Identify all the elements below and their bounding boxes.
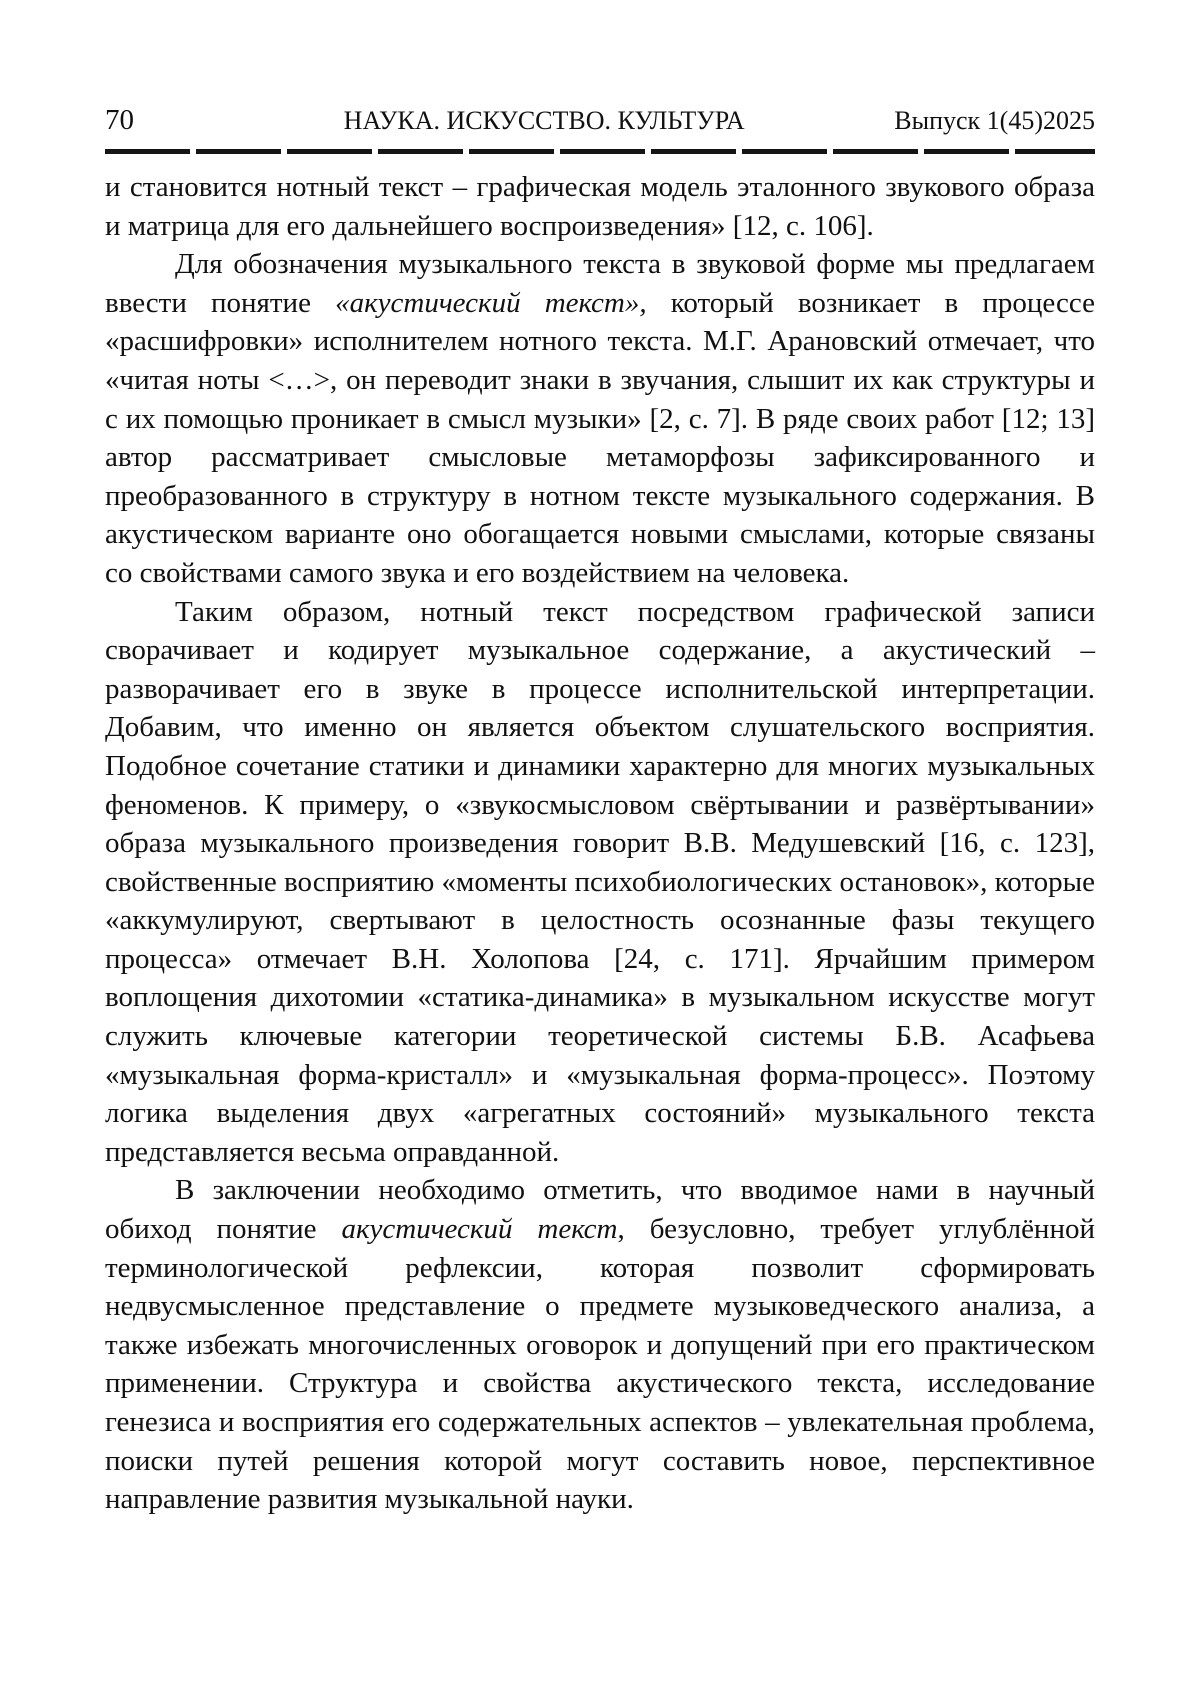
running-header xyxy=(105,104,1095,137)
header-divider-rule xyxy=(105,149,1095,154)
paragraph-run: В заключении необходимо отметить, что вводимое нами в научный обиход понятие xyxy=(105,1174,1095,1246)
body-paragraph xyxy=(105,1171,1095,1518)
paragraph-run: и становится нотный текст – графическая модель эталонного звукового образа и матрица для его дальнейшего воспроизведения» [12, с. 106]. xyxy=(105,171,1095,242)
page-number: 70 xyxy=(105,104,134,136)
paragraph-run: который возникает в процессе «расшифровки» исполнителем нотного текста. М.Г. Арановский отмечает, что «читая ноты <…>, он переводит знаки в звучания, слышит их как структуры и с их помощью проникает в смысл музыки» [2, с. 7]. В ряде своих работ [12; 13] автор рассматривает смысловые метаморфозы зафиксированного и преобразованного в структуру в нотном тексте музыкального содержания. В акустическом варианте оно обогащается новыми смыслами, которые связаны со свойствами самого звука и его воздействием на человека. xyxy=(105,286,1095,589)
emphasized-term: «акустический текст», xyxy=(335,286,647,319)
article-text xyxy=(105,168,1095,1519)
body-paragraph xyxy=(105,168,1095,245)
paragraph-run: Для обозначения музыкального текста в звуковой форме мы предлагаем ввести понятие xyxy=(105,248,1095,319)
body-paragraph xyxy=(105,593,1095,1172)
body-paragraph xyxy=(105,245,1095,592)
paragraph-run: Таким образом, нотный текст посредством графической записи сворачивает и кодирует музыкальное содержание, а акустический – разворачивает его в звуке в процессе исполнительской интерпретации. Добавим, что именно он является объектом слушательского восприятия. Подобное сочетание статики и динамики характерно для многих музыкальных феноменов. К примеру, о «звукосмысловом свёртывании и развёртывании» образа музыкального произведения говорит В.В. Медушевский [16, с. 123], свойственные восприятию «моменты психобиологических остановок», которые «аккумулируют, свертывают в целостность осознанные фазы текущего процесса» отмечает В.Н. Холопова [24, с. 171]. Ярчайшим примером воплощения дихотомии «статика-динамика» в музыкальном искусстве могут служить ключевые категории теоретической системы Б.В. Асафьева «музыкальная форма-кристалл» и «музыкальная форма-процесс». Поэтому логика выделения двух «агрегатных состояний» музыкального текста представляется весьма оправданной. xyxy=(105,595,1095,1168)
issue-label: Выпуск 1(45)2025 xyxy=(894,106,1095,135)
page-content xyxy=(105,0,1095,1519)
emphasized-term: акустический текст xyxy=(341,1213,618,1246)
journal-title: НАУКА. ИСКУССТВО. КУЛЬТУРА xyxy=(343,106,745,135)
paragraph-run: , безусловно, требует углублённой терминологической рефлексии, которая позволит сформировать недвусмысленное представление о предмете музыковедческого анализа, а также избежать многочисленных оговорок и допущений при его практическом применении. Структура и свойства акустического текста, исследование генезиса и восприятия его содержательных аспектов – увлекательная проблема, поиски путей решения которой могут составить новое, перспективное направление развития музыкальной науки. xyxy=(105,1213,1095,1516)
